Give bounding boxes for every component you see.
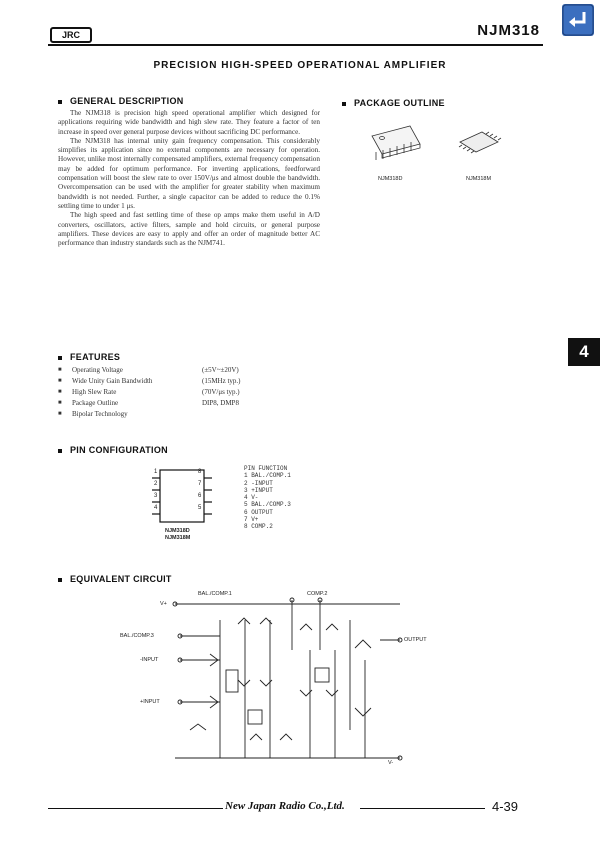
jrc-logo: JRC: [50, 27, 92, 43]
pin-number: 1: [154, 469, 158, 475]
pin-number: 8: [198, 469, 202, 475]
pin-number: 5: [198, 505, 202, 511]
pin-number: 3: [154, 493, 158, 499]
section-title: EQUIVALENT CIRCUIT: [70, 574, 172, 584]
equivalent-circuit-heading: [58, 574, 172, 584]
pin-function-row: 6 OUTPUT: [244, 508, 273, 516]
features-list: [58, 365, 318, 420]
footer-rule-left: [48, 808, 223, 809]
header-rule: [48, 44, 543, 46]
part-number: NJM318: [477, 22, 540, 39]
section-title: FEATURES: [70, 352, 121, 362]
chip-label-m: NJM318M: [165, 535, 191, 541]
pin-number: 2: [154, 481, 158, 487]
bullet-icon: [58, 356, 62, 360]
circuit-label-minus-input: -INPUT: [140, 657, 159, 663]
section-title: PACKAGE OUTLINE: [354, 98, 445, 108]
pin-function-row: 1 BAL./COMP.1: [244, 472, 291, 480]
description-paragraph: The high speed and fast settling time of these op amps make them useful in A/D converters, oscillators, active filters, sample and hold circuits, or general purpose amplifiers. These devices are easy to apply and offer an order of magnitude better AC performance than industry standards such as the NJM741.: [58, 211, 320, 248]
general-description-heading: [58, 96, 184, 106]
package-label-dmp: NJM318M: [466, 176, 492, 182]
equivalent-circuit-diagram: [150, 590, 410, 775]
feature-item: ■ Wide Unity Gain Bandwidth (15MHz typ.): [58, 377, 241, 385]
feature-value: (±5V~±20V): [202, 366, 239, 374]
feature-value: (15MHz typ.): [202, 377, 241, 385]
pin-configuration-heading: [58, 445, 168, 455]
pin-function-row: 7 V+: [244, 516, 259, 524]
pin-number: 6: [198, 493, 202, 499]
bullet-icon: [58, 578, 62, 582]
circuit-label-bal-comp1-top: BAL./COMP.1: [198, 591, 232, 597]
back-button[interactable]: [562, 4, 594, 36]
feature-key: Operating Voltage: [72, 366, 123, 374]
feature-item: ■ Package Outline DIP8, DMP8: [58, 399, 239, 407]
feature-item: ■ Bipolar Technology: [58, 409, 318, 420]
feature-key: Package Outline: [72, 399, 119, 407]
pin-number: 4: [154, 505, 158, 511]
package-label-dip: NJM318D: [378, 176, 403, 182]
package-outline-heading: [342, 98, 445, 108]
return-arrow-icon: [562, 4, 594, 36]
feature-key: Wide Unity Gain Bandwidth: [72, 377, 153, 385]
section-title: PIN CONFIGURATION: [70, 445, 168, 455]
circuit-label-comp2: COMP.2: [307, 591, 328, 597]
feature-value: DIP8, DMP8: [202, 399, 239, 407]
pin-function-title: PIN FUNCTION: [244, 465, 288, 472]
circuit-label-bal-comp3: BAL./COMP.3: [120, 633, 154, 639]
footer-rule-right: [360, 808, 485, 809]
features-heading: [58, 352, 120, 362]
pin-function-row: 8 COMP.2: [244, 523, 273, 531]
circuit-label-output: OUTPUT: [404, 637, 427, 643]
pin-function-row: 5 BAL./COMP.3: [244, 501, 291, 509]
section-title: GENERAL DESCRIPTION: [70, 96, 184, 106]
left-pin-numbers: [154, 466, 157, 514]
pin-function-table: [244, 465, 291, 531]
feature-item: ■ Operating Voltage (±5V~±20V): [58, 366, 239, 374]
circuit-label-plus-input: +INPUT: [140, 699, 160, 705]
bullet-icon: [342, 102, 346, 106]
bullet-icon: [58, 449, 62, 453]
package-drawing: [360, 118, 510, 174]
company-name: New Japan Radio Co.,Ltd.: [225, 800, 345, 812]
pin-diagram: [148, 468, 220, 528]
general-description-body: [58, 109, 320, 248]
feature-key: Bipolar Technology: [72, 410, 128, 418]
pin-function-row: 4 V-: [244, 494, 259, 502]
chapter-tab: 4: [568, 338, 600, 366]
bullet-icon: [58, 100, 62, 104]
chip-label-d: NJM318D: [165, 528, 190, 534]
description-paragraph: The NJM318 has internal unity gain frequency compensation. This considerably simplifies its application since no external components are necessary for operation. However, unlike most internally compensated amplifiers, external frequency compensation may be added for optimum performance. For inverting applications, feedforward compensation will boost the slew rate to over 150V/μs and almost double the bandwidth. Overcompensation can be used with the amplifier for greater stability when maximum bandwidth is not needed. Further, a single capacitor can be added to reduce the 0.1% settling time to under 1 μs.: [58, 136, 320, 210]
page-number: 4-39: [492, 799, 519, 814]
circuit-label-vminus: V-: [388, 760, 394, 766]
circuit-label-vplus: V+: [160, 601, 167, 607]
pin-function-row: 3 +INPUT: [244, 486, 273, 494]
right-pin-numbers: [198, 466, 201, 514]
pin-function-row: 2 -INPUT: [244, 479, 273, 487]
feature-key: High Slew Rate: [72, 388, 117, 396]
feature-value: (70V/μs typ.): [202, 388, 240, 396]
pin-number: 7: [198, 481, 202, 487]
feature-item: ■ High Slew Rate (70V/μs typ.): [58, 388, 240, 396]
page-title: PRECISION HIGH-SPEED OPERATIONAL AMPLIFIER: [153, 60, 447, 71]
description-paragraph: The NJM318 is precision high speed operational amplifier which designed for applications requiring wide bandwidth and high slew rate. They feature a factor of ten increase in speed over general purpose devices without sacrificing DC performance.: [58, 109, 320, 136]
